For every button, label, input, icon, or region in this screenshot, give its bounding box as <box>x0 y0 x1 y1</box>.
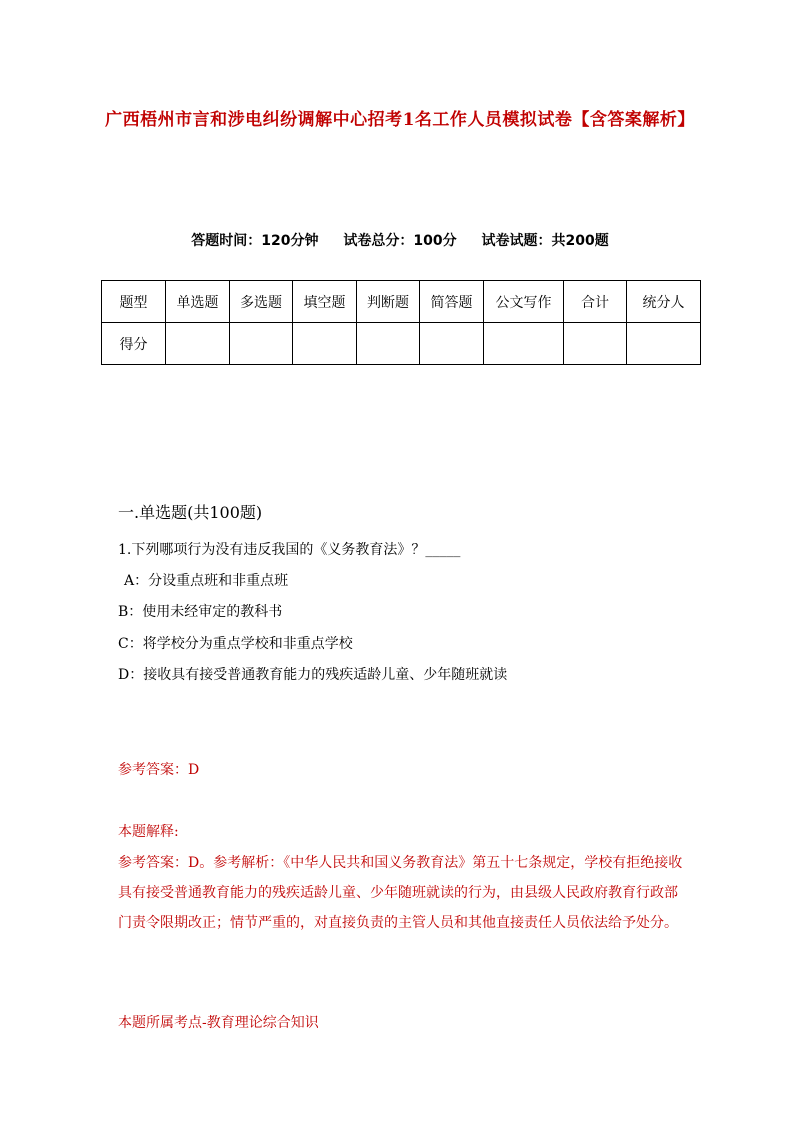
score-cell <box>564 323 627 365</box>
answer: 参考答案：D <box>118 762 200 778</box>
explanation-label: 本题解释: <box>118 824 179 840</box>
option-b: B：使用未经审定的教科书 <box>118 604 283 620</box>
header-cell: 判断题 <box>357 281 420 323</box>
option-a: A：分设重点班和非重点班 <box>124 573 289 589</box>
header-cell: 简答题 <box>420 281 484 323</box>
score-cell <box>627 323 701 365</box>
score-cell <box>230 323 293 365</box>
exam-question-count: 试卷试题：共200题 <box>481 233 609 249</box>
exam-meta <box>0 230 800 250</box>
score-cell <box>420 323 484 365</box>
header-cell: 合计 <box>564 281 627 323</box>
header-cell: 多选题 <box>230 281 293 323</box>
header-cell: 公文写作 <box>484 281 564 323</box>
score-cell <box>357 323 420 365</box>
option-d: D：接收具有接受普通教育能力的残疾适龄儿童、少年随班就读 <box>118 667 508 683</box>
score-table <box>101 280 701 365</box>
header-cell: 填空题 <box>293 281 357 323</box>
explanation-text: 参考答案：D。参考解析：《中华人民共和国义务教育法》第五十七条规定，学校有拒绝接收具有接受普通教育能力的残疾适龄儿童、少年随班就读的行为，由县级人民政府教育行政部门责令限期改正；情节严重的，对直接负责的主管人员和其他直接责任人员依法给予处分。 <box>118 855 683 931</box>
exam-total-score: 试卷总分：100分 <box>343 233 457 249</box>
document-title: 广西梧州市言和涉电纠纷调解中心招考1名工作人员模拟试卷【含答案解析】 <box>105 110 695 130</box>
question-stem: 1.下列哪项行为没有违反我国的《义务教育法》？_____ <box>118 542 461 558</box>
score-table-score-row <box>102 323 701 365</box>
score-table-header-row <box>102 281 701 323</box>
score-cell <box>166 323 230 365</box>
score-cell <box>484 323 564 365</box>
score-row-label: 得分 <box>102 323 166 365</box>
header-cell: 题型 <box>102 281 166 323</box>
header-cell: 统分人 <box>627 281 701 323</box>
option-c: C：将学校分为重点学校和非重点学校 <box>118 636 353 652</box>
exam-time: 答题时间：120分钟 <box>191 233 319 249</box>
header-cell: 单选题 <box>166 281 230 323</box>
score-cell <box>293 323 357 365</box>
topic: 本题所属考点-教育理论综合知识 <box>118 1015 319 1031</box>
section-title: 一.单选题(共100题) <box>118 503 263 522</box>
